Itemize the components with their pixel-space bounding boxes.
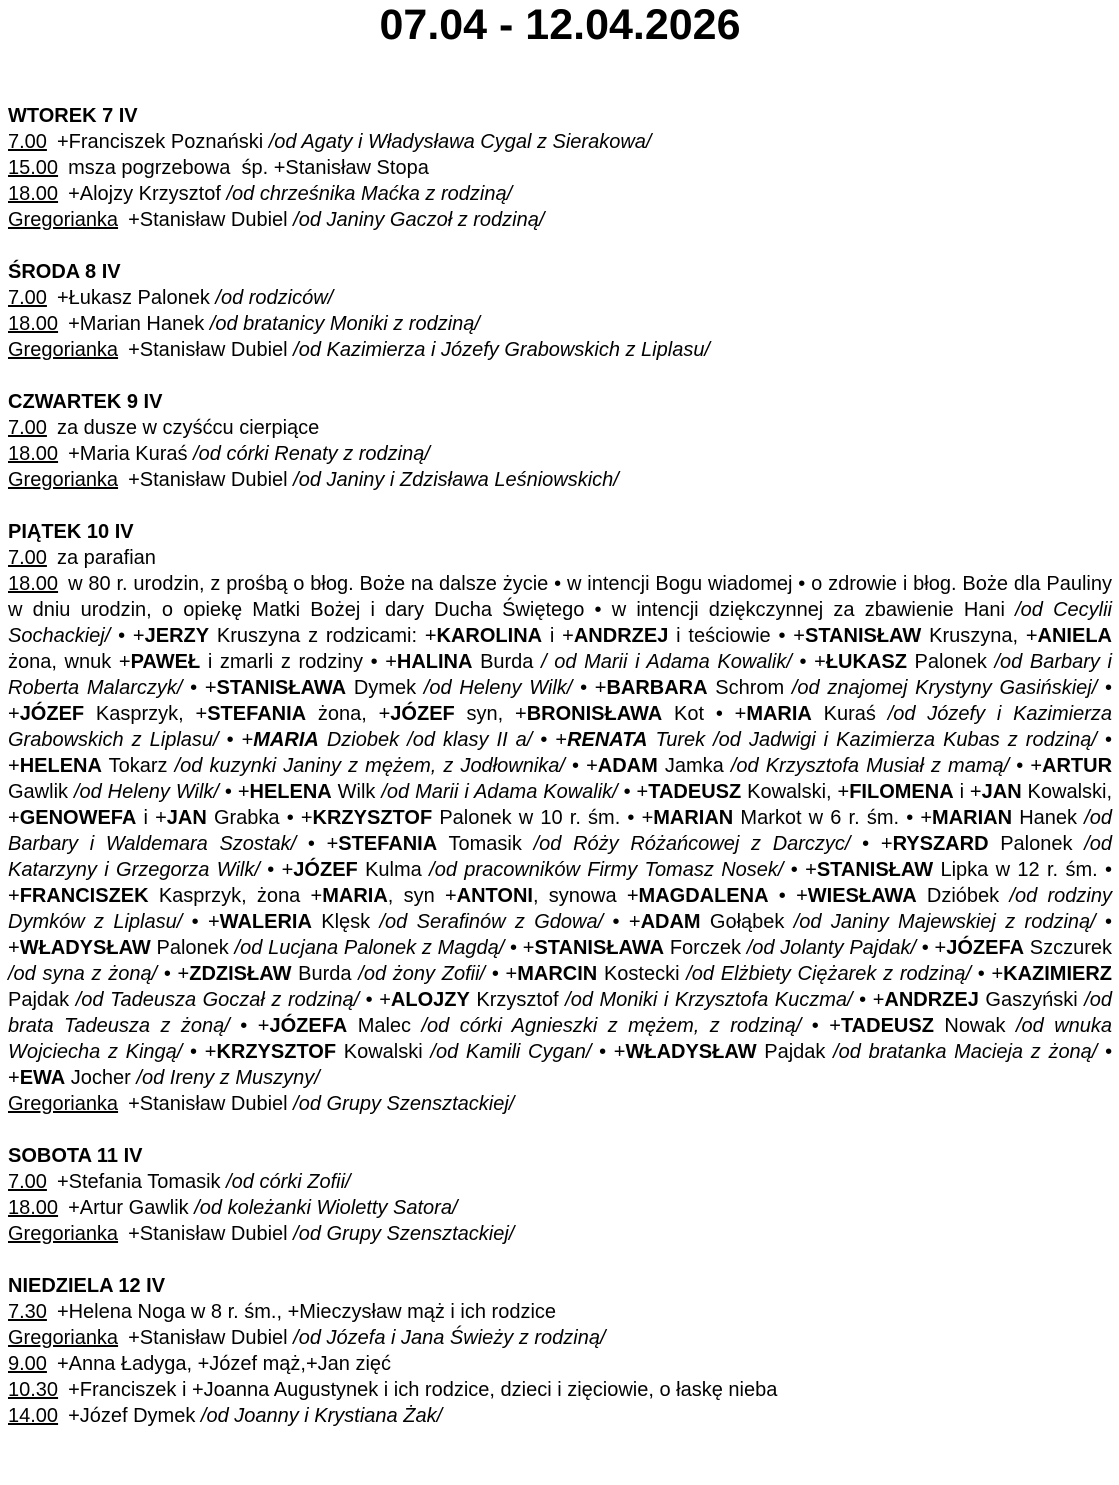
offerer-text: /od Janiny Majewskiej z rodziną/ [793,911,1096,933]
mass-intention: +Stanisław Dubiel [128,1327,288,1349]
offerer-text: /od Marii i Adama Kowalik/ [381,781,618,803]
intention-text: i + [136,807,167,829]
intention-text: Kruszyna z rodzicami: + [209,625,437,647]
intention-text: • + [229,1015,270,1037]
mass-intention: +Franciszek Poznański [56,131,264,153]
intention-text: Gawlik [8,781,74,803]
offerer-text: /od kuzynki Janiny z mężem, z Jodłownika/ [174,755,565,777]
mass-time: 14.00 [8,1405,59,1427]
mass-time: Gregorianka [8,469,119,491]
deceased-name: JERZY [144,625,210,647]
offerer-text: /od Katarzyny i Grzegorza Wilk/ [8,833,1113,881]
offerer-text: /od Lucjana Palonek z Magdą/ [234,937,505,959]
title-spacer [8,50,1112,77]
collective-intentions-text [8,573,1112,1089]
intention-text: Jocher [65,1067,137,1089]
mass-entry [8,545,1112,571]
intention-text: Palonek [988,833,1085,855]
intention-text: Pajdak [756,1041,834,1063]
deceased-name: ADAM [640,911,701,933]
mass-intention: za dusze w czyśćcu cierpiące [56,417,320,439]
intention-text: Kowalski, + [8,781,1113,829]
offerer-text: /od bratanka Macieja z żoną/ [833,1041,1098,1063]
intention-text: • + [532,729,568,751]
day-section-wednesday [8,259,1112,363]
mass-entry [8,467,1112,493]
deceased-name: MARIA [746,703,812,725]
offerer-text: /od wnuka Wojciecha z Kingą/ [8,1015,1113,1063]
mass-time: 7.30 [8,1301,47,1323]
deceased-name: STEFANIA [207,703,307,725]
day-heading: ŚRODA 8 IV [8,261,121,283]
intention-text: • + [8,911,1113,959]
mass-intention: +Stefania Tomasik [56,1171,221,1193]
offerer-text: /od brata Tadeusza z żoną/ [8,989,1113,1037]
intention-text: Kasprzyk, żona + [148,885,323,907]
mass-time: 7.00 [8,547,47,569]
mass-intention: +Franciszek i +Joanna Augustynek i ich rodzice, dzieci i zięciowie, o łaskę nieba [68,1379,778,1401]
deceased-name: RYSZARD [892,833,989,855]
offerer-text: /od Krzysztofa Musiał z mamą/ [730,755,1010,777]
deceased-name: GENOWEFA [19,807,137,829]
deceased-name: MARIA [253,729,319,751]
day-heading: PIĄTEK 10 IV [8,521,134,543]
mass-time: 10.30 [8,1379,59,1401]
mass-time: 18.00 [8,183,59,205]
mass-offerer: /od Joanny i Krystiana Żak/ [200,1405,443,1427]
intention-text: Schrom [707,677,792,699]
mass-time: 7.00 [8,287,47,309]
mass-intention: +Stanisław Dubiel [128,469,288,491]
mass-intention: +Stanisław Dubiel [128,1223,288,1245]
mass-entry [8,207,1112,233]
day-heading: NIEDZIELA 12 IV [8,1275,166,1297]
intention-text: Dzióbek [916,885,1010,907]
intention-text: Grabka • + [206,807,313,829]
intention-text: Tokarz [101,755,175,777]
deceased-name: HELENA [19,755,102,777]
deceased-name: PAWEŁ [130,651,201,673]
intention-text: Kostecki [597,963,687,985]
intention-text: i teściowie • + [668,625,805,647]
offerer-text: /od Heleny Wilk/ [73,781,219,803]
intention-text: Palonek [906,651,995,673]
deceased-name: WIESŁAWA [807,885,917,907]
mass-time: Gregorianka [8,1223,119,1245]
mass-offerer: /od Grupy Szensztackiej/ [293,1093,515,1115]
mass-intention: msza pogrzebowa śp. +Stanisław Stopa [68,157,429,179]
day-section-friday [8,519,1112,1117]
intention-text: • + [572,677,607,699]
intention-text: • + [359,989,391,1011]
intention-text: • + [617,781,649,803]
mass-offerer: /od koleżanki Wioletty Satora/ [194,1197,458,1219]
intention-text: • + [182,1041,217,1063]
intention-text: Krzysztof [469,989,566,1011]
offerer-text: /od Heleny Wilk/ [423,677,573,699]
intention-text: Dymek [346,677,424,699]
intention-text: Gaszyński [978,989,1085,1011]
mass-time: Gregorianka [8,209,119,231]
deceased-name: STEFANIA [338,833,438,855]
mass-offerer: /od Janiny Gaczoł z rodziną/ [293,209,545,231]
intention-text: żona, + [306,703,391,725]
mass-time: Gregorianka [8,339,119,361]
mass-time: Gregorianka [8,1327,119,1349]
intention-text: • + [8,677,1113,725]
mass-time: 18.00 [8,1197,59,1219]
intention-text: i zmarli z rodziny • + [200,651,397,673]
deceased-name: ANDRZEJ [573,625,669,647]
deceased-name: HELENA [249,781,332,803]
intention-text: • + [259,859,294,881]
mass-offerer: /od rodziców/ [215,287,334,309]
mass-intention: +Łukasz Palonek [56,287,210,309]
deceased-name: STANISŁAW [804,625,922,647]
intention-text: Jamka [657,755,731,777]
intention-text: Burda [291,963,359,985]
intention-text: syn, + [454,703,527,725]
deceased-name: ALOJZY [390,989,470,1011]
mass-intention: +Stanisław Dubiel [128,209,288,231]
mass-intention: za parafian [56,547,156,569]
mass-entry [8,415,1112,441]
mass-intention: +Marian Hanek [68,313,205,335]
offerer-text: /od Józefy i Kazimierza Grabowskich z Liplasu/ [8,703,1113,751]
intention-text: • + [157,963,190,985]
deceased-name: WŁADYSŁAW [19,937,151,959]
deceased-name: KRZYSZTOF [312,807,433,829]
deceased-name: ANDRZEJ [884,989,979,1011]
day-section-tuesday [8,103,1112,233]
intention-text: Palonek w 10 r. śm. • + [432,807,654,829]
day-section-sunday [8,1273,1112,1429]
mass-entry [8,337,1112,363]
intention-text: • + [182,911,220,933]
offerer-text: /od żony Zofii/ [358,963,486,985]
intention-text: Klęsk [311,911,380,933]
deceased-name: ANIELA [1037,625,1112,647]
deceased-name: MARIAN [653,807,734,829]
intention-text: • + [110,625,145,647]
offerer-text: /od Barbary i Roberta Malarczyk/ [8,651,1112,699]
mass-offerer: /od Agaty i Władysława Cygal z Sierakowa/ [268,131,652,153]
deceased-name: MARCIN [517,963,598,985]
page-title: 07.04 - 12.04.2026 [379,1,741,49]
mass-offerer: /od Janiny i Zdzisława Leśniowskich/ [293,469,619,491]
mass-offerer: /od Grupy Szensztackiej/ [293,1223,515,1245]
offerer-text: /od Róży Różańcowej z Darczyc/ [533,833,851,855]
deceased-name: BARBARA [606,677,708,699]
deceased-name: RENATA [567,729,648,751]
deceased-name: HALINA [396,651,473,673]
mass-intention: +Józef Dymek [68,1405,196,1427]
intention-text: Palonek [150,937,235,959]
day-heading: WTOREK 7 IV [8,105,138,127]
mass-entry [8,129,1112,155]
mass-offerer: /od córki Zofii/ [226,1171,351,1193]
mass-entry [8,155,1112,181]
intention-text: • + [296,833,339,855]
intention-text: • + [218,781,250,803]
deceased-name: MARIA [322,885,388,907]
mass-offerer: /od bratanicy Moniki z rodziną/ [209,313,480,335]
mass-intention: +Stanisław Dubiel [128,1093,288,1115]
deceased-name: JÓZEF [19,703,85,725]
intention-text: • + [504,937,535,959]
intention-text: Tomasik [437,833,534,855]
mass-entry [8,1351,1112,1377]
offerer-text: /od znajomej Krystyny Gasińskiej/ [791,677,1098,699]
intention-text: • + [768,885,808,907]
intention-text: Kowalski, + [741,781,850,803]
deceased-name: MARIAN [932,807,1013,829]
intention-text: • + [564,755,598,777]
intention-text: Pajdak [8,989,76,1011]
offerer-text: /od Moniki i Krzysztofa Kuczma/ [565,989,853,1011]
intention-text: • + [801,1015,841,1037]
intention-text: Burda [472,651,542,673]
mass-entry [8,285,1112,311]
day-section-saturday [8,1143,1112,1247]
offerer-text: Dziobek /od klasy II a/ [318,729,533,751]
mass-entry [8,441,1112,467]
intention-text: Szczurek [1024,937,1112,959]
day-heading: SOBOTA 11 IV [8,1145,143,1167]
intention-text: Kuraś [811,703,888,725]
mass-intention: +Alojzy Krzysztof [68,183,221,205]
mass-entry [8,1195,1112,1221]
mass-time: 7.00 [8,417,47,439]
mass-entry [8,1325,1112,1351]
mass-entry [8,181,1112,207]
mass-entry [8,1299,1112,1325]
intention-text: Kot • + [662,703,747,725]
offerer-text: /od Cecylii Sochackiej/ [8,599,1112,647]
intention-text: • + [218,729,254,751]
mass-entry [8,1377,1112,1403]
intention-text: • + [971,963,1004,985]
intention-text: • + [850,833,893,855]
intention-text: Wilk [331,781,382,803]
offerer-text: /od Jolanty Pajdak/ [746,937,917,959]
mass-time: 7.00 [8,131,47,153]
mass-entry [8,1221,1112,1247]
intention-text: • + [791,651,826,673]
deceased-name: WALERIA [219,911,312,933]
deceased-name: STANISŁAWA [216,677,347,699]
mass-time: 9.00 [8,1353,47,1375]
intention-text: Gołąbek [700,911,794,933]
intention-text: • + [916,937,947,959]
intention-text: Kasprzyk, + [84,703,208,725]
offerer-text: / od Marii i Adama Kowalik/ [541,651,792,673]
intention-text: Markot w 6 r. śm. • + [733,807,933,829]
mass-time: 18.00 [8,313,59,335]
deceased-name: MAGDALENA [638,885,769,907]
mass-offerer: /od córki Renaty z rodziną/ [193,443,430,465]
deceased-name: JAN [166,807,207,829]
mass-time: 18.00 [8,573,59,595]
intention-text: , synowa + [532,885,639,907]
offerer-text: /od Ireny z Muszyny/ [136,1067,320,1089]
intention-text: , syn + [387,885,457,907]
day-heading: CZWARTEK 9 IV [8,391,163,413]
intention-text: • + [8,1041,1113,1089]
deceased-name: FRANCISZEK [19,885,149,907]
deceased-name: JÓZEF [390,703,455,725]
mass-entry [8,1091,1112,1117]
mass-intention: +Artur Gawlik [68,1197,189,1219]
intention-text: w 80 r. urodzin, z prośbą o błog. Boże na dalsze życie • w intencji Bogu wiadomej • o zdrowie i błog. Boże dla Pauliny w dniu urodzin, o opiekę Matki Bożej i dary Ducha Świętego • w intencji dziękczynnej za zbawienie Hani [8,573,1112,621]
mass-intention: +Maria Kuraś [68,443,188,465]
mass-offerer: /od Kazimierza i Józefy Grabowskich z Liplasu/ [293,339,710,361]
deceased-name: JÓZEFA [946,937,1025,959]
mass-time: 18.00 [8,443,59,465]
mass-intention: +Anna Ładyga, +Józef mąż,+Jan zięć [56,1353,392,1375]
mass-time: 15.00 [8,157,59,179]
mass-entry [8,1169,1112,1195]
mass-offerer: /od Józefa i Jana Świeży z rodziną/ [293,1327,606,1349]
deceased-name: ŁUKASZ [825,651,907,673]
intention-text: Kulma [357,859,430,881]
intention-text: Kowalski [336,1041,431,1063]
deceased-name: FILOMENA [849,781,954,803]
collective-intentions-paragraph [8,571,1112,1091]
offerer-text: /od pracowników Firmy Tomasz Nosek/ [429,859,784,881]
intention-text: Malec [347,1015,422,1037]
mass-intention: +Stanisław Dubiel [128,339,288,361]
offerer-text: /od Tadeusza Goczał z rodziną/ [75,989,360,1011]
mass-intention: +Helena Noga w 8 r. śm., +Mieczysław mąż i ich rodzice [56,1301,557,1323]
deceased-name: EWA [19,1067,66,1089]
deceased-name: ANTONI [456,885,533,907]
deceased-name: KRZYSZTOF [216,1041,337,1063]
deceased-name: KAZIMIERZ [1003,963,1113,985]
offerer-text: Turek /od Jadwigi i Kazimierza Kubas z rodziną/ [647,729,1097,751]
deceased-name: ARTUR [1042,755,1113,777]
intention-text: • + [852,989,885,1011]
intention-text: • + [8,729,1112,777]
offerer-text: /od Barbary i Waldemara Szostak/ [8,807,1112,855]
day-section-thursday [8,389,1112,493]
intention-text: • + [485,963,518,985]
mass-offerer: /od chrześnika Maćka z rodziną/ [226,183,513,205]
intention-text: Forczek [664,937,747,959]
mass-time: Gregorianka [8,1093,119,1115]
offerer-text: /od Serafinów z Gdowa/ [379,911,604,933]
deceased-name: TADEUSZ [840,1015,934,1037]
deceased-name: STANISŁAW [816,859,934,881]
document-page [8,0,1112,1429]
deceased-name: ZDZISŁAW [189,963,292,985]
mass-time: 7.00 [8,1171,47,1193]
intention-text: • + [783,859,817,881]
deceased-name: TADEUSZ [648,781,742,803]
offerer-text: /od syna z żoną/ [8,963,158,985]
intention-text: • + [603,911,641,933]
deceased-name: ADAM [597,755,658,777]
deceased-name: JÓZEF [293,859,358,881]
intention-text: żona, wnuk + [8,651,131,673]
mass-entry [8,311,1112,337]
intention-text: i + [953,781,982,803]
offerer-text: /od rodziny Dymków z Liplasu/ [8,885,1112,933]
intention-text: Nowak [933,1015,1016,1037]
intention-text: i + [542,625,574,647]
deceased-name: BRONISŁAWA [526,703,663,725]
offerer-text: /od Elżbiety Ciężarek z rodziną/ [686,963,972,985]
deceased-name: KAROLINA [436,625,543,647]
intention-text: • + [591,1041,626,1063]
intention-text: Lipka w 12 r. śm. • + [8,859,1113,907]
offerer-text: /od córki Agnieszki z mężem, z rodziną/ [421,1015,802,1037]
intention-text: Kruszyna, + [921,625,1038,647]
intention-text: • + [1009,755,1043,777]
deceased-name: WŁADYSŁAW [625,1041,757,1063]
deceased-name: JAN [981,781,1022,803]
intention-text: Hanek [1012,807,1085,829]
intention-text: • + [182,677,217,699]
deceased-name: STANISŁAWA [534,937,665,959]
mass-entry [8,1403,1112,1429]
offerer-text: /od Kamili Cygan/ [430,1041,592,1063]
deceased-name: JÓZEFA [269,1015,348,1037]
